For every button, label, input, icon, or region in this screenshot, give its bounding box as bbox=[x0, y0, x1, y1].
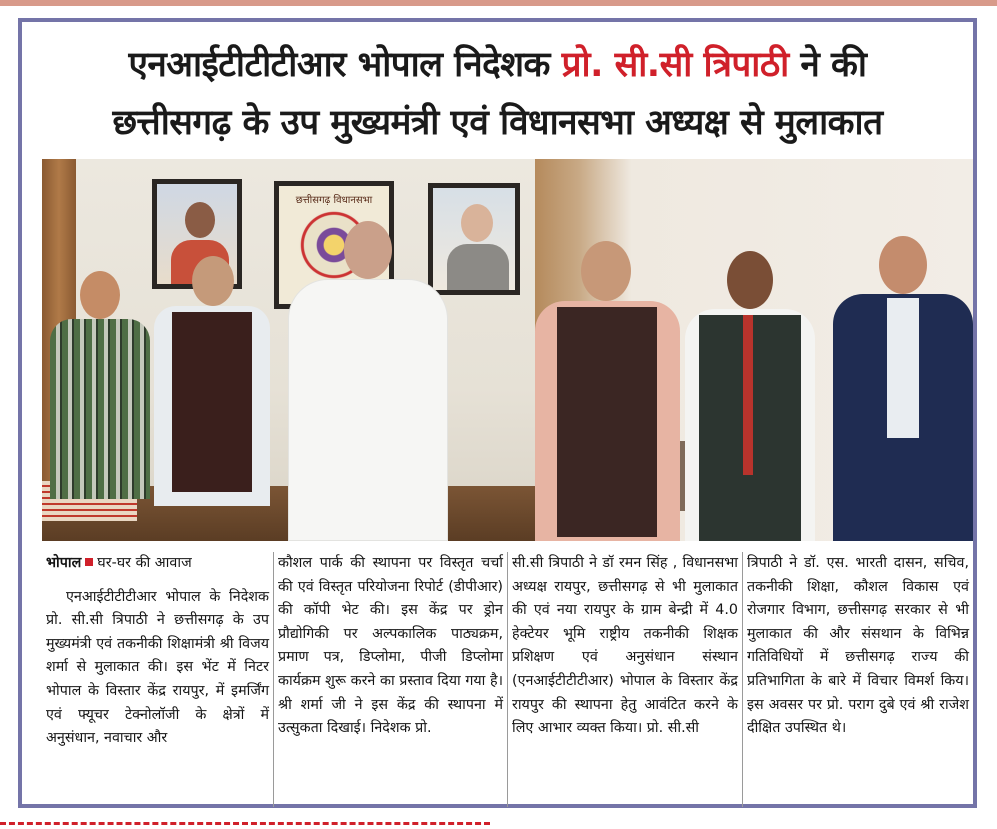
headline-line-1-part-1: एनआईटीटीटीआर भोपाल निदेशक bbox=[128, 45, 562, 85]
article-column-2 bbox=[274, 552, 508, 807]
dateline-city: भोपाल bbox=[46, 555, 82, 571]
person-white-kurta bbox=[288, 221, 448, 541]
article-headline bbox=[22, 36, 973, 152]
person-checked-shirt bbox=[50, 271, 150, 541]
emblem-label: छत्तीसगढ़ विधानसभा bbox=[295, 195, 373, 206]
headline-line-1 bbox=[22, 36, 973, 94]
photo-strip bbox=[42, 159, 973, 541]
headline-highlight-name: प्रो. सी.सी त्रिपाठी bbox=[561, 45, 789, 85]
dateline-bullet-icon bbox=[85, 558, 93, 566]
dateline-source: घर-घर की आवाज bbox=[97, 555, 192, 571]
article-body bbox=[42, 552, 973, 807]
headline-line-1-part-2: ने की bbox=[788, 45, 867, 85]
article-column-3 bbox=[508, 552, 743, 807]
meeting-photo-right bbox=[535, 159, 973, 541]
article-column-4 bbox=[743, 552, 973, 807]
dateline bbox=[46, 552, 269, 576]
article-column-2-text: कौशल पार्क की स्थापना पर विस्तृत चर्चा की एवं विस्तृत परियोजना रिपोर्ट (डीपीआर) की कॉपी भेट की। इस केंद्र पर ड्रोन प्रौद्योगिकी पर अल्पकालिक पाठ्यक्रम, प्रमाण पत्र, डिप्लोमा, पीजी डिप्लोमा कार्यक्रम शुरू करने का प्रस्ताव दिया गया है। श्री शर्मा जी ने इस केंद्र की स्थापना में उत्सुकता दिखाई। निदेशक प्रो. bbox=[278, 555, 503, 737]
person-left-vest bbox=[535, 241, 680, 541]
bottom-dashed-rule bbox=[0, 822, 490, 825]
person-right-blazer bbox=[833, 236, 973, 541]
top-decorative-rule bbox=[0, 0, 997, 6]
headline-line-2: छत्तीसगढ़ के उप मुख्यमंत्री एवं विधानसभा अध्यक्ष से मुलाकात bbox=[112, 103, 883, 143]
article-column-4-text: त्रिपाठी ने डॉ. एस. भारती दासन, सचिव, तकनीकी शिक्षा, कौशल विकास एवं रोजगार विभाग, छत्तीसगढ़ सरकार से भी मुलाकात की और संसथान के विभिन्न गतिविधियों में छत्तीसगढ़ राज्य की प्रतिभागिता के बारे में विचार विमर्श किय। इस अवसर पर प्रो. पराग दुबे एवं श्री राजेश दीक्षित उपस्थित थे। bbox=[747, 555, 969, 737]
article-column-1-text: एनआईटीटीटीआर भोपाल के निदेशक प्रो. सी.सी त्रिपाठी ने छत्तीसगढ़ के उप मुख्यमंत्री एवं तकनीकी शिक्षामंत्री श्री विजय शर्मा से मुलाकात की। इस भेंट में निटर भोपाल के विस्तार केंद्र रायपुर, में इमर्जिंग एवं फ्यूचर टेक्नोलॉजी के क्षेत्रों में अनुसंधान, नवाचार और bbox=[46, 588, 269, 747]
person-center-jacket bbox=[685, 251, 815, 541]
meeting-photo-left bbox=[42, 159, 535, 541]
person-vest bbox=[154, 256, 270, 541]
article-column-1 bbox=[42, 552, 274, 807]
news-article-frame bbox=[18, 18, 977, 808]
article-column-3-text: सी.सी त्रिपाठी ने डॉ रमन सिंह , विधानसभा अध्यक्ष रायपुर, छत्तीसगढ़ से भी मुलाकात की एवं नया रायपुर के ग्राम बेन्द्री में 4.0 हेक्टेयर भूमि राष्ट्रीय तकनीकी शिक्षक प्रशिक्षण एवं अनुसंधान संस्थान (एनआईटीटीटीआर) भोपाल के विस्तार केंद्र रायपुर की स्थापना हेतु आवंटित करने के लिए आभार व्यक्त किया। प्रो. सी.सी bbox=[512, 555, 738, 737]
